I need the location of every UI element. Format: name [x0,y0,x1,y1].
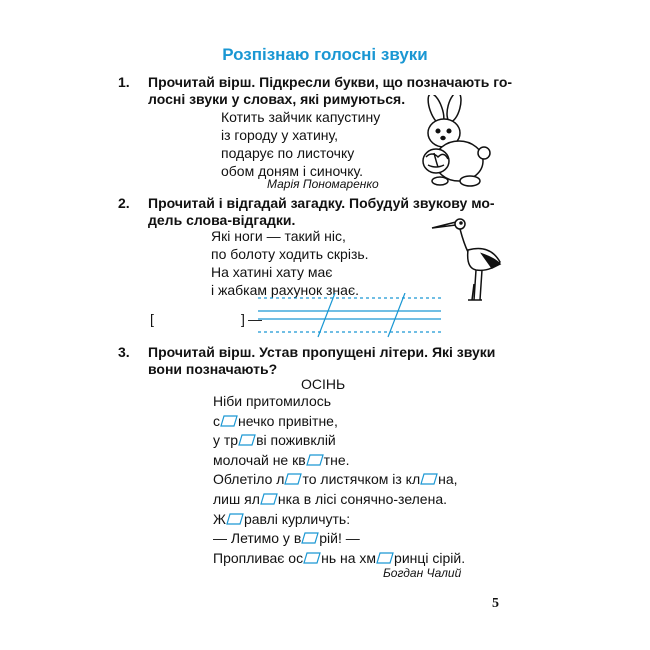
poem-line: обом доням і синочку. [221,163,363,179]
poem-3 [213,392,465,568]
close-bracket: ] [241,311,245,327]
riddle-line: по болоту ходить скрізь. [211,246,369,262]
poem-line: Котить зайчик капустину [221,109,381,125]
poem-line: Ніби притомилось [213,393,332,409]
missing-letter-slot[interactable] [226,513,244,525]
task-text-line: Прочитай вірш. Устав пропущені літери. Які звуки [148,344,496,360]
task-3 [118,344,508,378]
riddle [211,227,369,299]
missing-letter-slot[interactable] [238,434,256,446]
task-text-line: Прочитай вірш. Підкресли букви, що позначають го- [148,74,513,90]
poem-line: у тр ві поживклій [213,432,336,449]
poem-line: лиш ял нка в лісі сонячно-зелена. [213,490,447,507]
task-text-line: лосні звуки у словах, які римуються. [148,91,406,107]
open-bracket: [ [150,311,154,327]
poem-line: с нечко привітне, [213,412,338,429]
poem-line: подарує по листочку [221,145,355,161]
missing-letter-slot[interactable] [376,552,394,564]
missing-letter-slot[interactable] [301,532,319,544]
task-text-line: Прочитай і відгадай загадку. Побудуй звукову мо- [148,195,495,211]
poem-1-author: Марія Пономаренко [267,177,379,191]
sound-model-scheme[interactable] [258,293,443,338]
dash: — [248,311,262,327]
poem-line: — Летимо у в рій! — [213,530,360,547]
poem-line: Ж равлі курличуть: [213,510,351,527]
poem-line: Облетіло л то листячком із кл на, [213,471,458,488]
task-number: 2. [118,195,130,211]
page-number: 5 [492,596,499,611]
missing-letter-slot[interactable] [306,454,324,466]
rabbit-cabbage-illustration [414,95,494,190]
riddle-line: Які ноги — такий ніс, [211,228,346,244]
poem-3-author: Богдан Чалий [383,566,462,580]
stork-illustration [430,214,505,302]
task-text-line: вони позначають? [148,361,278,377]
missing-letter-slot[interactable] [303,552,321,564]
missing-letter-slot[interactable] [284,473,302,485]
page-title: Розпізнаю голосні звуки [222,45,428,64]
poem-1 [221,108,380,180]
poem-line: із городу у хатину, [221,127,338,143]
riddle-line: На хатині хату має [211,264,333,280]
poem-3-title: ОСІНЬ [301,376,346,392]
poem-line: Пропливає ос нь на хм ринці сірій. [213,549,466,566]
missing-letter-slot[interactable] [220,415,238,427]
task-text-line: дель слова-відгадки. [148,212,296,228]
riddle-line: і жабкам рахунок знає. [211,282,359,298]
missing-letter-slot[interactable] [420,473,438,485]
task-number: 3. [118,344,130,360]
poem-line: молочай не кв тне. [213,451,350,468]
missing-letter-slot[interactable] [260,493,278,505]
task-number: 1. [118,74,130,90]
